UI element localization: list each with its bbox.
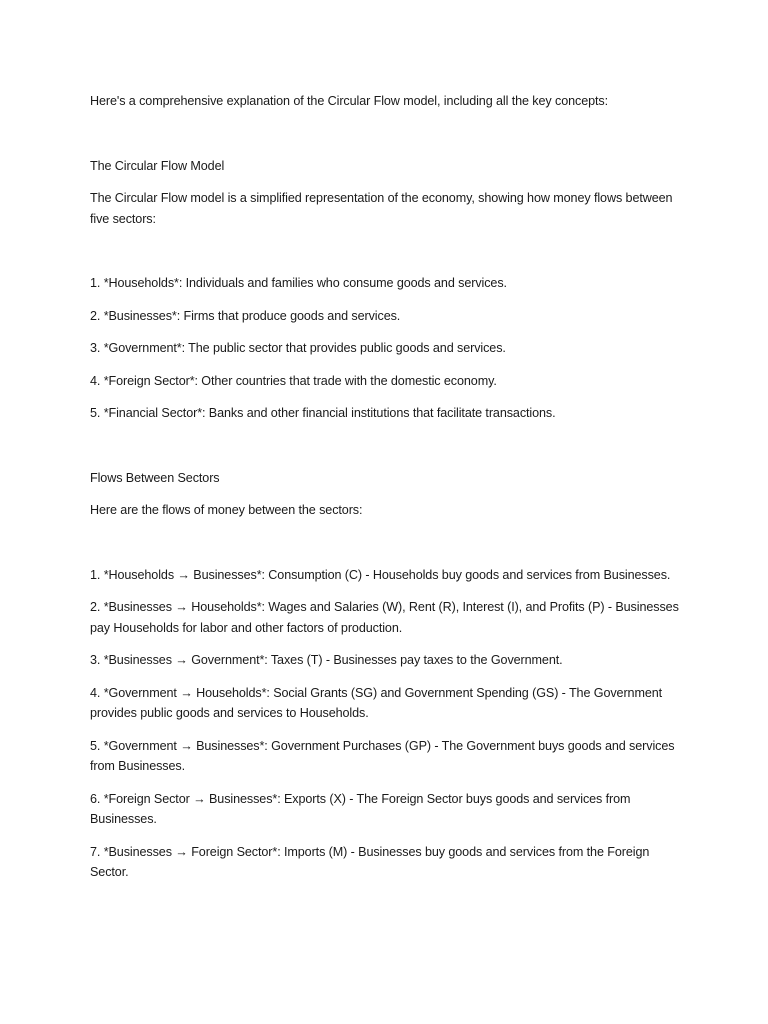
- section-heading-circular-flow-model: The Circular Flow Model: [90, 158, 225, 173]
- section-paragraph-five-sectors: The Circular Flow model is a simplified representation of the economy, showing how money flows between five sectors:: [90, 191, 673, 226]
- list-item-households: 1. *Households*: Individuals and families who consume goods and services.: [90, 276, 507, 290]
- document-body: [90, 91, 690, 895]
- list-item-flow-government-purchases: 5. *Government → Businesses*: Government Purchases (GP) - The Government buys goods and services from Businesses.: [90, 738, 675, 773]
- list-item-flow-consumption: 1. *Households → Businesses*: Consumption (C) - Households buy goods and services from Businesses.: [90, 567, 671, 582]
- list-item-businesses: 2. *Businesses*: Firms that produce goods and services.: [90, 308, 401, 323]
- list-item-flow-imports: 7. *Businesses → Foreign Sector*: Imports (M) - Businesses buy goods and services from the Foreign Sector.: [90, 844, 650, 879]
- section-heading-flows-between-sectors: Flows Between Sectors: [90, 470, 220, 485]
- list-item-flow-exports: 6. *Foreign Sector → Businesses*: Exports (X) - The Foreign Sector buys goods and services from Businesses.: [90, 791, 631, 826]
- list-item-flow-wages: 2. *Businesses → Households*: Wages and Salaries (W), Rent (R), Interest (I), and Profits (P) - Businesses pay Households for labor and other factors of production.: [90, 600, 679, 635]
- list-item-flow-taxes: 3. *Businesses → Government*: Taxes (T) - Businesses pay taxes to the Government.: [90, 653, 563, 667]
- section-paragraph-flows-intro: Here are the flows of money between the sectors:: [90, 503, 363, 517]
- list-item-flow-social-grants: 4. *Government → Households*: Social Grants (SG) and Government Spending (GS) - The Government provides public goods and services to Households.: [90, 685, 663, 720]
- list-item-foreign-sector: 4. *Foreign Sector*: Other countries that trade with the domestic economy.: [90, 373, 497, 388]
- intro-text: Here's a comprehensive explanation of the Circular Flow model, including all the key concepts:: [90, 94, 609, 108]
- list-item-government: 3. *Government*: The public sector that provides public goods and services.: [90, 341, 506, 355]
- list-item-financial-sector: 5. *Financial Sector*: Banks and other financial institutions that facilitate transactions.: [90, 406, 556, 420]
